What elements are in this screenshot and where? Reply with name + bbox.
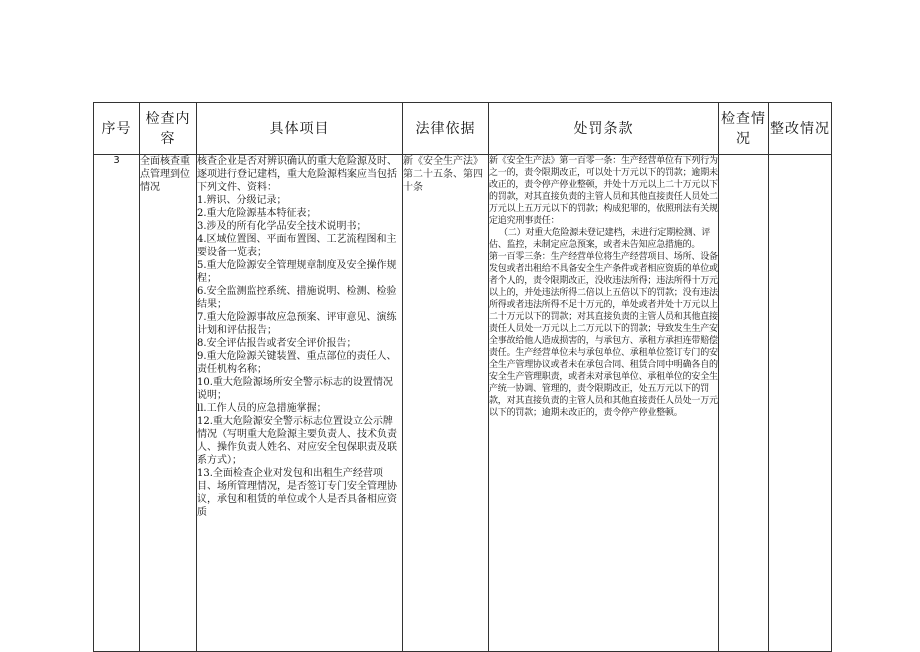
item-line: 1.辨识、分级记录；	[197, 195, 287, 206]
table-row	[94, 155, 832, 652]
inspection-table	[93, 102, 832, 652]
item-line: 7.重大危险源事故应急预案、评审意见、演练计划和评估报告；	[197, 312, 397, 336]
row-seq: 3	[94, 155, 140, 652]
header-items: 具体项目	[197, 103, 403, 155]
item-line: 核查企业是否对辨识确认的重大危险源及时、逐项进行登记建档，重大危险源档案应当包括下列文件、资料：	[197, 156, 397, 193]
row-content: 全面核查重点管理到位情况	[140, 155, 197, 652]
item-line: 5.重大危险源安全管理规章制度及安全操作规程；	[197, 260, 397, 284]
row-law: 新《安全生产法》第二十五条、第四十条	[403, 155, 489, 652]
item-line: ll.工作人员的应急措施掌握；	[197, 403, 327, 414]
item-line: 9.重大危险源关键装置、重点部位的责任人、责任机构名称；	[197, 351, 397, 375]
item-line: 6.安全监测监控系统、措施说明、检测、检验结果；	[197, 286, 397, 310]
header-seq: 序号	[94, 103, 140, 155]
penalty-paragraph: 第一百零三条：生产经营单位将生产经营项目、场所、设备发包或者出租给不具备安全生产条件或者相应资质的单位或者个人的，责令限期改正，没收违法所得；违法所得十万元以上的，并处违法所得二倍以上五倍以下的罚款；没有违法所得或者违法所得不足十万元的，单处或者并处十万元以上二十万元以下的罚款；对其直接负责的主管人员和其他直接责任人员处一万元以上二万元以下的罚款；导致发生生产安全事故给他人造成损害的，与承包方、承租方承担连带赔偿责任。生产经营单位未与承包单位、承租单位签订专门的安全生产管理协议或者未在承包合同、租赁合同中明确各自的安全生产管理职责，或者未对承包单位、承租单位的安全生产统一协调、管理的，责令限期改正，处五万元以下的罚款，对其直接负责的主管人员和其他直接责任人员处一万元以下的罚款；逾期未改正的，责令停产停业整顿。	[489, 252, 718, 418]
item-line: 10.重大危险源场所安全警示标志的设置情况说明；	[197, 377, 393, 401]
header-penalty: 处罚条款	[489, 103, 719, 155]
item-line: 3.涉及的所有化学品安全技术说明书；	[197, 221, 367, 232]
header-row	[94, 103, 832, 155]
item-line: 8.安全评估报告或者安全评价报告；	[197, 338, 357, 349]
header-status: 检查情况	[719, 103, 769, 155]
row-fix	[769, 155, 832, 652]
header-law: 法律依据	[403, 103, 489, 155]
item-line: 4.区域位置图、平面布置图、工艺流程图和主要设备一览表；	[197, 234, 397, 258]
item-line: 2.重大危险源基本特征表；	[197, 208, 317, 219]
penalty-paragraph: 新《安全生产法》第一百零一条：生产经营单位有下列行为之一的，责令限期改正，可以处十万元以下的罚款；逾期未改正的，责令停产停业整顿，并处十万元以上二十万元以下的罚款，对其直接负责的主管人员和其他直接责任人员处二万元以上五万元以下的罚款；构成犯罪的，依照刑法有关规定追究刑事责任：	[489, 156, 718, 226]
row-status	[719, 155, 769, 652]
item-line: 12.重大危险源安全警示标志位置设立公示牌情况（写明重大危险源主要负责人、技术负责人、操作负责人姓名、对应安全包保职责及联系方式）；	[197, 416, 397, 466]
item-line: 13.全面检查企业对发包和出租生产经营项目、场所管理情况，是否签订专门安全管理协议，承包和租赁的单位或个人是否具备相应资质	[197, 468, 397, 518]
penalty-paragraph: （二）对重大危险源未登记建档，未进行定期检测、评估、监控，未制定应急预案，或者未告知应急措施的。	[489, 228, 711, 250]
header-fix: 整改情况	[769, 103, 832, 155]
row-items	[197, 155, 403, 652]
header-content: 检查内容	[140, 103, 197, 155]
row-penalty	[489, 155, 719, 652]
